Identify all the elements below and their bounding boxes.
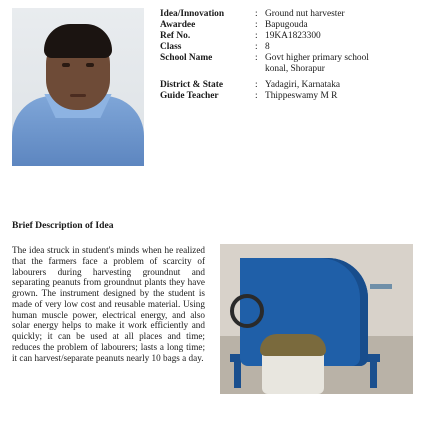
- label-idea: Idea/Innovation: [160, 9, 225, 19]
- value-idea: Ground nut harvester: [265, 9, 345, 19]
- label-guide: Guide Teacher: [160, 91, 219, 101]
- label-class: Class: [160, 42, 182, 52]
- value-awardee: Bapugouda: [265, 20, 308, 30]
- brief-heading: Brief Description of Idea: [12, 220, 114, 231]
- value-class: 8: [265, 42, 270, 52]
- value-guide: Thippeswamy M R: [265, 91, 338, 101]
- row-school: School Name : Govt higher primary school konal, Shorapur: [160, 53, 430, 80]
- label-ref: Ref No.: [160, 31, 191, 41]
- label-awardee: Awardee: [160, 20, 196, 30]
- label-district: District & State: [160, 80, 223, 90]
- row-district: District & State : Yadagiri, Karnataka: [160, 80, 430, 91]
- row-guide: Guide Teacher : Thippeswamy M R: [160, 91, 430, 102]
- row-ref: Ref No. : 19KA1823300: [160, 31, 430, 42]
- brief-description: The idea struck in student's minds when he realized that the farmers face a problem of scarcity of labourers during harvesting groundnut and separating peanuts from groundnut plants they have grown. The instrument designed by the student is made of very low cost and reusable material. Using human muscle power, electrical energy, and also solar energy helps to make it work efficiently and quickly; it can be used at all places and time; reduces the problem of labourers; lasts a long time; it can harvest/separate peanuts nearly 10 bags a day.: [12, 245, 205, 363]
- profile-info: [160, 9, 430, 102]
- value-school: Govt higher primary school konal, Shorapur: [265, 53, 369, 74]
- row-awardee: Awardee : Bapugouda: [160, 20, 430, 31]
- value-ref: 19KA1823300: [265, 31, 321, 41]
- harvester-photo: [220, 244, 413, 394]
- value-district: Yadagiri, Karnataka: [265, 80, 341, 90]
- label-school: School Name: [160, 53, 213, 63]
- student-photo: [12, 8, 144, 166]
- row-class: Class : 8: [160, 42, 430, 53]
- row-idea: Idea/Innovation : Ground nut harvester: [160, 9, 430, 20]
